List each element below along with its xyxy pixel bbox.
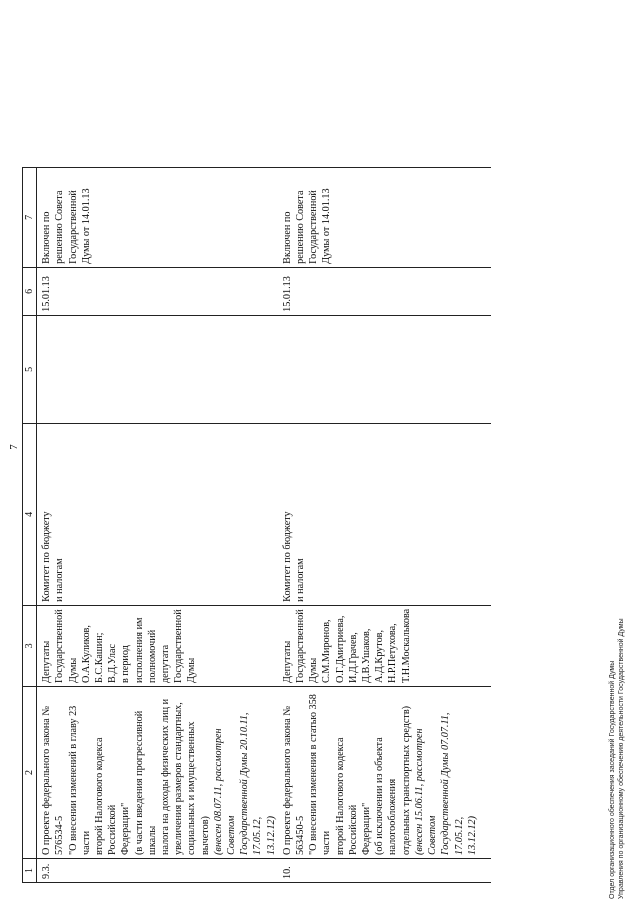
responsible-committee [278, 423, 491, 605]
row-number: 9.3. [37, 859, 278, 883]
col-header-7: 7 [23, 167, 37, 267]
bill-title: О проекте федерального закона № 563450-5 [281, 705, 307, 855]
desc-line: второй Налогового кодекса Российской [94, 737, 119, 855]
row-number: 10. [278, 859, 491, 883]
agenda-table [22, 167, 491, 883]
col5-cell [37, 315, 278, 423]
committee-line: и налогам [295, 558, 307, 602]
author-line: А.Д.Крутов, [374, 629, 386, 683]
col-header-3: 3 [23, 605, 37, 686]
date-cell: 15.01.13 [278, 267, 491, 315]
desc-line: отдельных транспортных средств) [400, 705, 412, 855]
desc-line: второй Налогового кодекса Российской [334, 737, 359, 855]
bill-note: Государственной Думы 20.10.11, 17.05.12, [239, 712, 264, 855]
header-row [23, 167, 37, 882]
bill-description [278, 687, 491, 859]
bill-note: (внесен 08.07.11, рассмотрен Советом [212, 728, 238, 855]
bill-note: (внесен 15.06.11, рассмотрен Советом [413, 728, 439, 855]
committee-line: Комитет по бюджету [281, 511, 293, 602]
table-row [278, 167, 491, 882]
col-header-5: 5 [23, 315, 37, 423]
author-line: Государственной [173, 609, 185, 683]
author-line: Б.С.Кашин; [94, 632, 106, 683]
col5-cell [278, 315, 491, 423]
decision-line: решению Совета [54, 190, 66, 264]
bill-note: Государственной Думы 07.07.11, 17.05.12, [440, 712, 465, 855]
author-line: Государственной [295, 609, 307, 683]
decision-line: Государственной [308, 190, 320, 264]
desc-line: социальных и имущественных вычетов) [186, 721, 211, 855]
decision-line: Включен по [281, 211, 293, 264]
decision-line: Думы от 14.01.13 [80, 188, 92, 264]
decision-line: Включен по [41, 211, 53, 264]
decision-line: Думы от 14.01.13 [321, 188, 333, 264]
col-header-1: 1 [23, 859, 37, 883]
committee-line: и налогам [54, 558, 66, 602]
author-line: исполнения им [133, 617, 145, 683]
page-footer [608, 618, 626, 899]
author-line: в период [120, 645, 132, 683]
decision-cell [278, 167, 491, 267]
author-line: О.А.Куликов, [80, 625, 92, 683]
col-header-2: 2 [23, 687, 37, 859]
author-line: Н.Р.Петухова, [387, 623, 399, 683]
bill-note: 13.12.12) [265, 815, 277, 855]
page-number: 7 [8, 444, 20, 450]
author-line: Депутаты [281, 640, 293, 683]
footer-line: Отдел организационного обеспечения заседаний Государственной Думы [609, 660, 616, 899]
author-line: О.Г.Дмитриева, [334, 615, 346, 683]
col-header-6: 6 [23, 267, 37, 315]
col-header-4: 4 [23, 423, 37, 605]
author-line: депутата [160, 644, 172, 683]
desc-line: Федерации" [120, 802, 132, 855]
bill-title: О проекте федерального закона № 576534-5 [41, 705, 66, 855]
author-line: Депутаты [41, 640, 53, 683]
author-line: Думы [308, 657, 320, 683]
desc-line: налога на доходы физических лиц и [160, 698, 172, 855]
desc-line: "О внесении изменения в статью 358 части [308, 694, 333, 855]
author-line: полномочий [146, 629, 158, 683]
responsible-committee [37, 423, 278, 605]
author-line: И.Д.Грачев, [347, 632, 359, 683]
author-line: Думы [67, 657, 79, 683]
bill-note: 13.12.12) [466, 815, 478, 855]
desc-line: Федерации" [361, 802, 373, 855]
desc-line: (об исключении из объекта налогообложения [374, 737, 399, 855]
author-line: Д.В.Ушаков, [361, 628, 373, 683]
table-row [37, 167, 278, 882]
committee-line: Комитет по бюджету [41, 511, 53, 602]
desc-line: увеличения размеров стандартных, [173, 702, 185, 855]
date-cell: 15.01.13 [37, 267, 278, 315]
decision-line: Государственной [67, 190, 79, 264]
author-line: Т.Н.Москалькова [400, 608, 412, 683]
author-line: Думы [186, 657, 198, 683]
desc-line: (в части введения прогрессивной шкалы [133, 710, 158, 855]
desc-line: "О внесении изменений в главу 23 части [67, 705, 92, 855]
footer-line: Управления по организационному обеспечению деятельности Государственной Думы [618, 618, 625, 899]
author-line: С.М.Миронов, [321, 619, 333, 683]
author-line: В.Д.Улас [107, 643, 119, 683]
decision-cell [37, 167, 278, 267]
decision-line: решению Совета [295, 190, 307, 264]
author-line: Государственной [54, 609, 66, 683]
bill-authors [37, 605, 278, 686]
bill-description [37, 687, 278, 859]
bill-authors [278, 605, 491, 686]
